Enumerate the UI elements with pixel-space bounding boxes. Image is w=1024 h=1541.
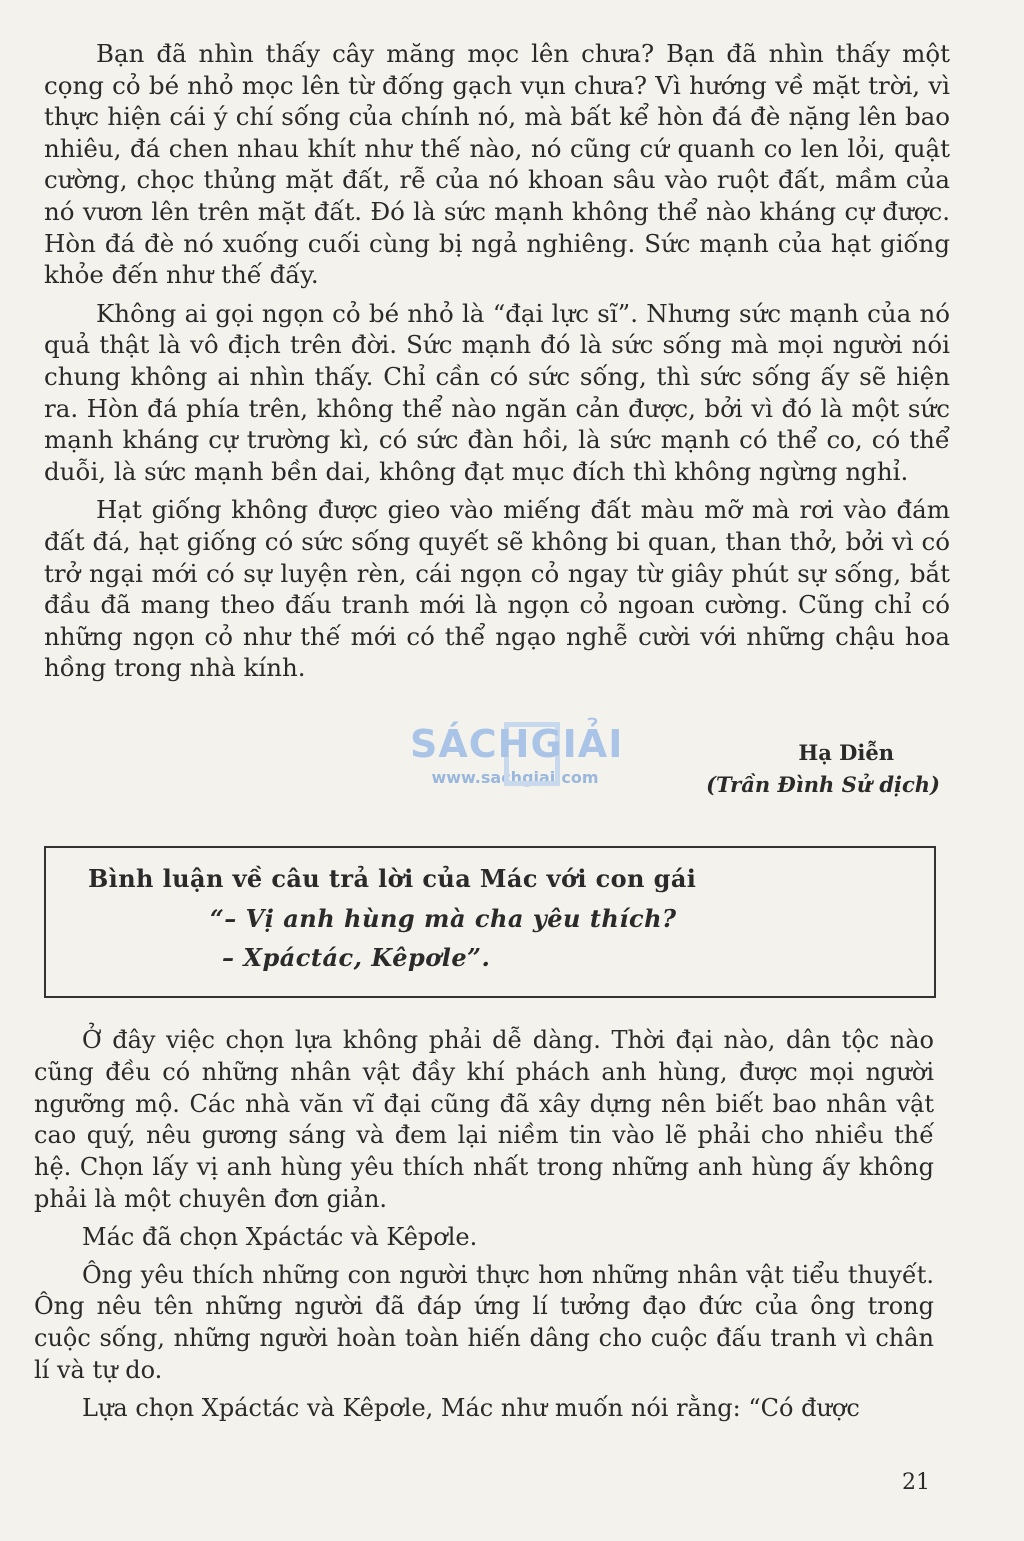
essay-paragraph-2: Mác đã chọn Xpáctác và Kêpơle. (82, 1222, 478, 1251)
prompt-box (44, 846, 936, 998)
prompt-quote-line-1: “– Vị anh hùng mà cha yêu thích? (210, 904, 677, 933)
watermark-url: www.sachgiai.com (431, 768, 599, 787)
article-paragraph-1: Bạn đã nhìn thấy cây măng mọc lên chưa? Bạn đã nhìn thấy một cọng cỏ bé nhỏ mọc lên từ đống gạch vụn chưa? Vì hướng về mặt trời, vì thực hiện cái ý chí sống của chính nó, mà bất kể hòn đá đè nặng lên bao nhiêu, đá chen nhau khít như thế nào, nó cũng cứ quanh co len lỏi, quật cường, chọc thủng mặt đất, rễ của nó khoan sâu vào ruột đất, mầm của nó vươn lên trên mặt đất. Đó là sức mạnh không thể nào kháng cự được. Hòn đá đè nó xuống cuối cùng bị ngả nghiêng. Sức mạnh của hạt giống khỏe đến như thế đấy. (44, 39, 950, 290)
article-paragraph-3: Hạt giống không được gieo vào miếng đất màu mỡ mà rơi vào đám đất đá, hạt giống có sức sống quyết sẽ không bi quan, than thở, bởi vì có trở ngại mới có sự luyện rèn, cái ngọn cỏ ngay từ giây phút sự sống, bắt đầu đã mang theo đấu tranh mới là ngọn cỏ ngoan cường. Cũng chỉ có những ngọn cỏ như thế mới có thể ngạo nghễ cười với những chậu hoa hồng trong nhà kính. (44, 495, 950, 683)
essay-body (34, 1025, 934, 1425)
prompt-title: Bình luận về câu trả lời của Mác với con gái (88, 864, 697, 893)
watermark (410, 722, 624, 822)
article-author: Hạ Diễn (798, 740, 894, 765)
article-body (44, 38, 950, 684)
prompt-quote-line-2: – Xpáctác, Kêpơle”. (222, 943, 491, 972)
article-paragraph-2: Không ai gọi ngọn cỏ bé nhỏ là “đại lực sĩ”. Nhưng sức mạnh của nó quả thật là vô địch trên đời. Sức mạnh đó là sức sống mà mọi người nói chung không ai nhìn thấy. Chỉ cần có sức sống, thì sức sống ấy sẽ hiện ra. Hòn đá phía trên, không thể nào ngăn cản được, bởi vì đó là một sức mạnh kháng cự trường kì, có sức đàn hồi, là sức mạnh có thể co, có thể duỗi, là sức mạnh bền dai, không đạt mục đích thì không ngừng nghỉ. (44, 298, 950, 486)
page-number: 21 (902, 1470, 930, 1495)
essay-paragraph-1: Ở đây việc chọn lựa không phải dễ dàng. Thời đại nào, dân tộc nào cũng đều có những nhân vật đầy khí phách anh hùng, được mọi người ngưỡng mộ. Các nhà văn vĩ đại cũng đã xây dựng nên biết bao nhân vật cao quý, nêu gương sáng và đem lại niềm tin vào lẽ phải cho nhiều thế hệ. Chọn lấy vị anh hùng yêu thích nhất trong những anh hùng ấy không phải là một chuyên đơn giản. (34, 1026, 934, 1213)
watermark-logo: SÁCHGIẢI (410, 722, 624, 766)
article-translator: (Trần Đình Sử dịch) (706, 772, 940, 797)
essay-paragraph-3: Ông yêu thích những con người thực hơn những nhân vật tiểu thuyết. Ông nêu tên những người đã đáp ứng lí tưởng đạo đức của ông trong cuộc sống, những người hoàn toàn hiến dâng cho cuộc đấu tranh vì chân lí và tự do. (34, 1260, 934, 1384)
essay-paragraph-4: Lựa chọn Xpáctác và Kêpơle, Mác như muốn nói rằng: “Có được (82, 1393, 860, 1422)
